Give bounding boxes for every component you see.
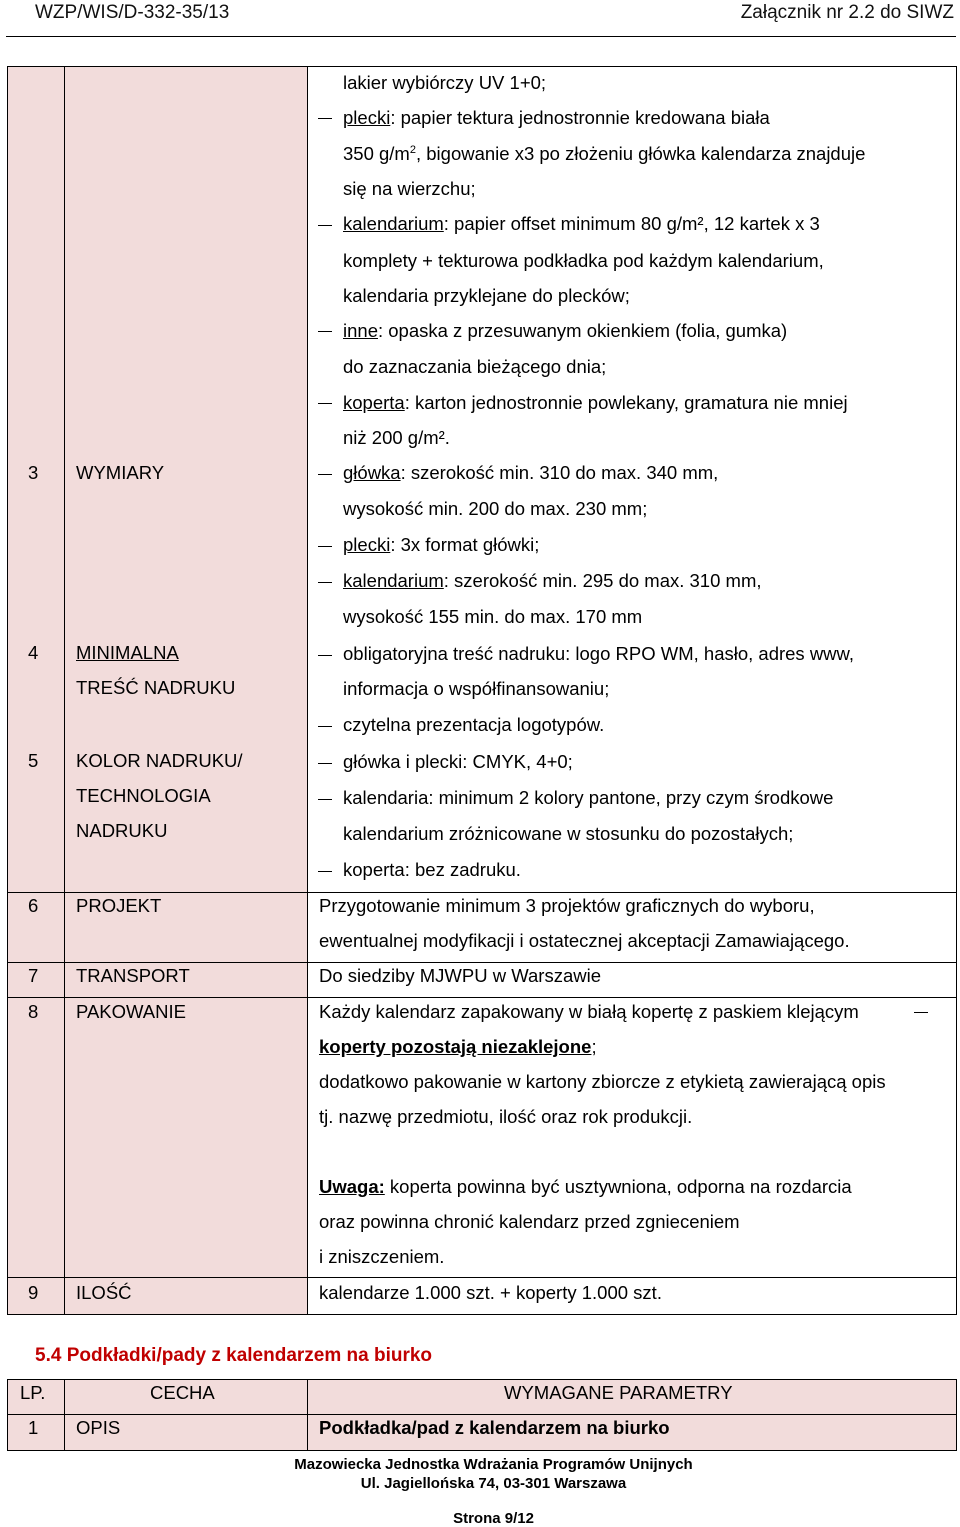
spec-line: do zaznaczania bieżącego dnia; (343, 356, 607, 377)
spec-line: obligatoryjna treść nadruku: logo RPO WM, hasło, adres www, (343, 643, 855, 664)
row-label: PROJEKT (76, 895, 162, 916)
spec-line: niż 200 g/m². (343, 427, 450, 448)
spec-line: tj. nazwę przedmiotu, ilość oraz rok produkcji. (319, 1106, 693, 1127)
spec-line: komplety + tekturowa podkładka pod każdym kalendarium, (343, 250, 824, 271)
row-label: PAKOWANIE (76, 1001, 186, 1022)
spec-line: 350 $g/m^2$, bigowanie x3 po złożeniu główka kalendarza znajduje (343, 143, 866, 164)
spec-line: kalendarium: papier offset minimum 80 g/m², 12 kartek x 3 (343, 213, 820, 234)
dash-bullet (318, 799, 332, 800)
spec-line: lakier wybiórczy UV 1+0; (343, 72, 547, 93)
footer-address: Ul. Jagiellońska 74, 03-301 Warszawa (360, 1475, 627, 1492)
header-rule (6, 36, 956, 37)
row-label: ILOŚĆ (76, 1282, 132, 1303)
page-number: Strona 9/12 (453, 1510, 534, 1527)
dash-bullet (318, 546, 332, 547)
spec-line: Każdy kalendarz zapakowany w białą kopertę z paskiem klejącym (319, 1001, 859, 1022)
row-number: 1 (28, 1417, 39, 1438)
row-number: 9 (28, 1282, 39, 1303)
section-title: 5.4 Podkładki/pady z kalendarzem na biurko (35, 1345, 433, 1366)
header-parameters: WYMAGANE PARAMETRY (504, 1382, 733, 1403)
spec-line: wysokość 155 min. do max. 170 mm (343, 606, 643, 627)
row-label: KOLOR NADRUKU/ (76, 750, 243, 771)
spec-line: kalendarze 1.000 szt. + koperty 1.000 szt. (319, 1282, 662, 1303)
spec-line: koperta: bez zadruku. (343, 859, 521, 880)
spec-line: czytelna prezentacja logotypów. (343, 714, 605, 735)
dash-bullet (914, 1012, 928, 1013)
dash-bullet (318, 331, 332, 332)
dash-bullet (318, 403, 332, 404)
row-number: 5 (28, 750, 39, 771)
row-number: 3 (28, 462, 39, 483)
dash-bullet (318, 474, 332, 475)
spec-line: główka i plecki: CMYK, 4+0; (343, 751, 573, 772)
spec-line: Do siedziby MJWPU w Warszawie (319, 965, 601, 986)
note-line: i zniszczeniem. (319, 1246, 445, 1267)
row-label: TECHNOLOGIA (76, 785, 211, 806)
spec-line: główka: szerokość min. 310 do max. 340 mm, (343, 462, 719, 483)
note-line: oraz powinna chronić kalendarz przed zgnieceniem (319, 1211, 740, 1232)
row-number: 8 (28, 1001, 39, 1022)
spec-line: informacja o współfinansowaniu; (343, 678, 610, 699)
spec-line: wysokość min. 200 do max. 230 mm; (343, 498, 648, 519)
spec-line: się na wierzchu; (343, 178, 476, 199)
spec-line: dodatkowo pakowanie w kartony zbiorcze z etykietą zawierającą opis (319, 1071, 886, 1092)
spec-line: kalendaria przyklejane do plecków; (343, 285, 630, 306)
row-label: TRANSPORT (76, 965, 190, 986)
spec-line: Podkładka/pad z kalendarzem na biurko (319, 1417, 670, 1438)
header-lp: LP. (20, 1382, 46, 1403)
dash-bullet (318, 582, 332, 583)
dash-bullet (318, 225, 332, 226)
spec-line: plecki: 3x format główki; (343, 534, 540, 555)
footer-org: Mazowiecka Jednostka Wdrażania Programów Unijnych (294, 1456, 693, 1473)
spec-line: kalendarium zróżnicowane w stosunku do pozostałych; (343, 823, 794, 844)
row-number: 6 (28, 895, 39, 916)
row-number: 4 (28, 642, 39, 663)
spec-line: kalendaria: minimum 2 kolory pantone, przy czym środkowe (343, 787, 834, 808)
header-feature: CECHA (150, 1382, 215, 1403)
row-label: MINIMALNA (76, 642, 179, 663)
row-number: 7 (28, 965, 39, 986)
spec-line: kalendarium: szerokość min. 295 do max. 310 mm, (343, 570, 762, 591)
spec-line: inne: opaska z przesuwanym okienkiem (folia, gumka) (343, 320, 788, 341)
dash-bullet (318, 655, 332, 656)
document-reference: WZP/WIS/D-332-35/13 (35, 2, 230, 23)
dash-bullet (318, 726, 332, 727)
spec-line: Przygotowanie minimum 3 projektów graficznych do wyboru, (319, 895, 815, 916)
spec-line: ewentualnej modyfikacji i ostatecznej akceptacji Zamawiającego. (319, 930, 850, 951)
attachment-label: Załącznik nr 2.2 do SIWZ (740, 2, 954, 23)
dash-bullet (318, 763, 332, 764)
spec-line: koperty pozostają niezaklejone; (319, 1036, 597, 1057)
dash-bullet (318, 871, 332, 872)
spec-line: plecki: papier tektura jednostronnie kredowana biała (343, 107, 770, 128)
spec-line: koperta: karton jednostronnie powlekany, gramatura nie mniej (343, 392, 848, 413)
row-label: NADRUKU (76, 820, 168, 841)
row-label: TREŚĆ NADRUKU (76, 677, 236, 698)
row-label: OPIS (76, 1417, 121, 1438)
dash-bullet (318, 118, 332, 119)
row-label: WYMIARY (76, 462, 165, 483)
note-line: Uwaga: koperta powinna być usztywniona, odporna na rozdarcia (319, 1176, 852, 1197)
